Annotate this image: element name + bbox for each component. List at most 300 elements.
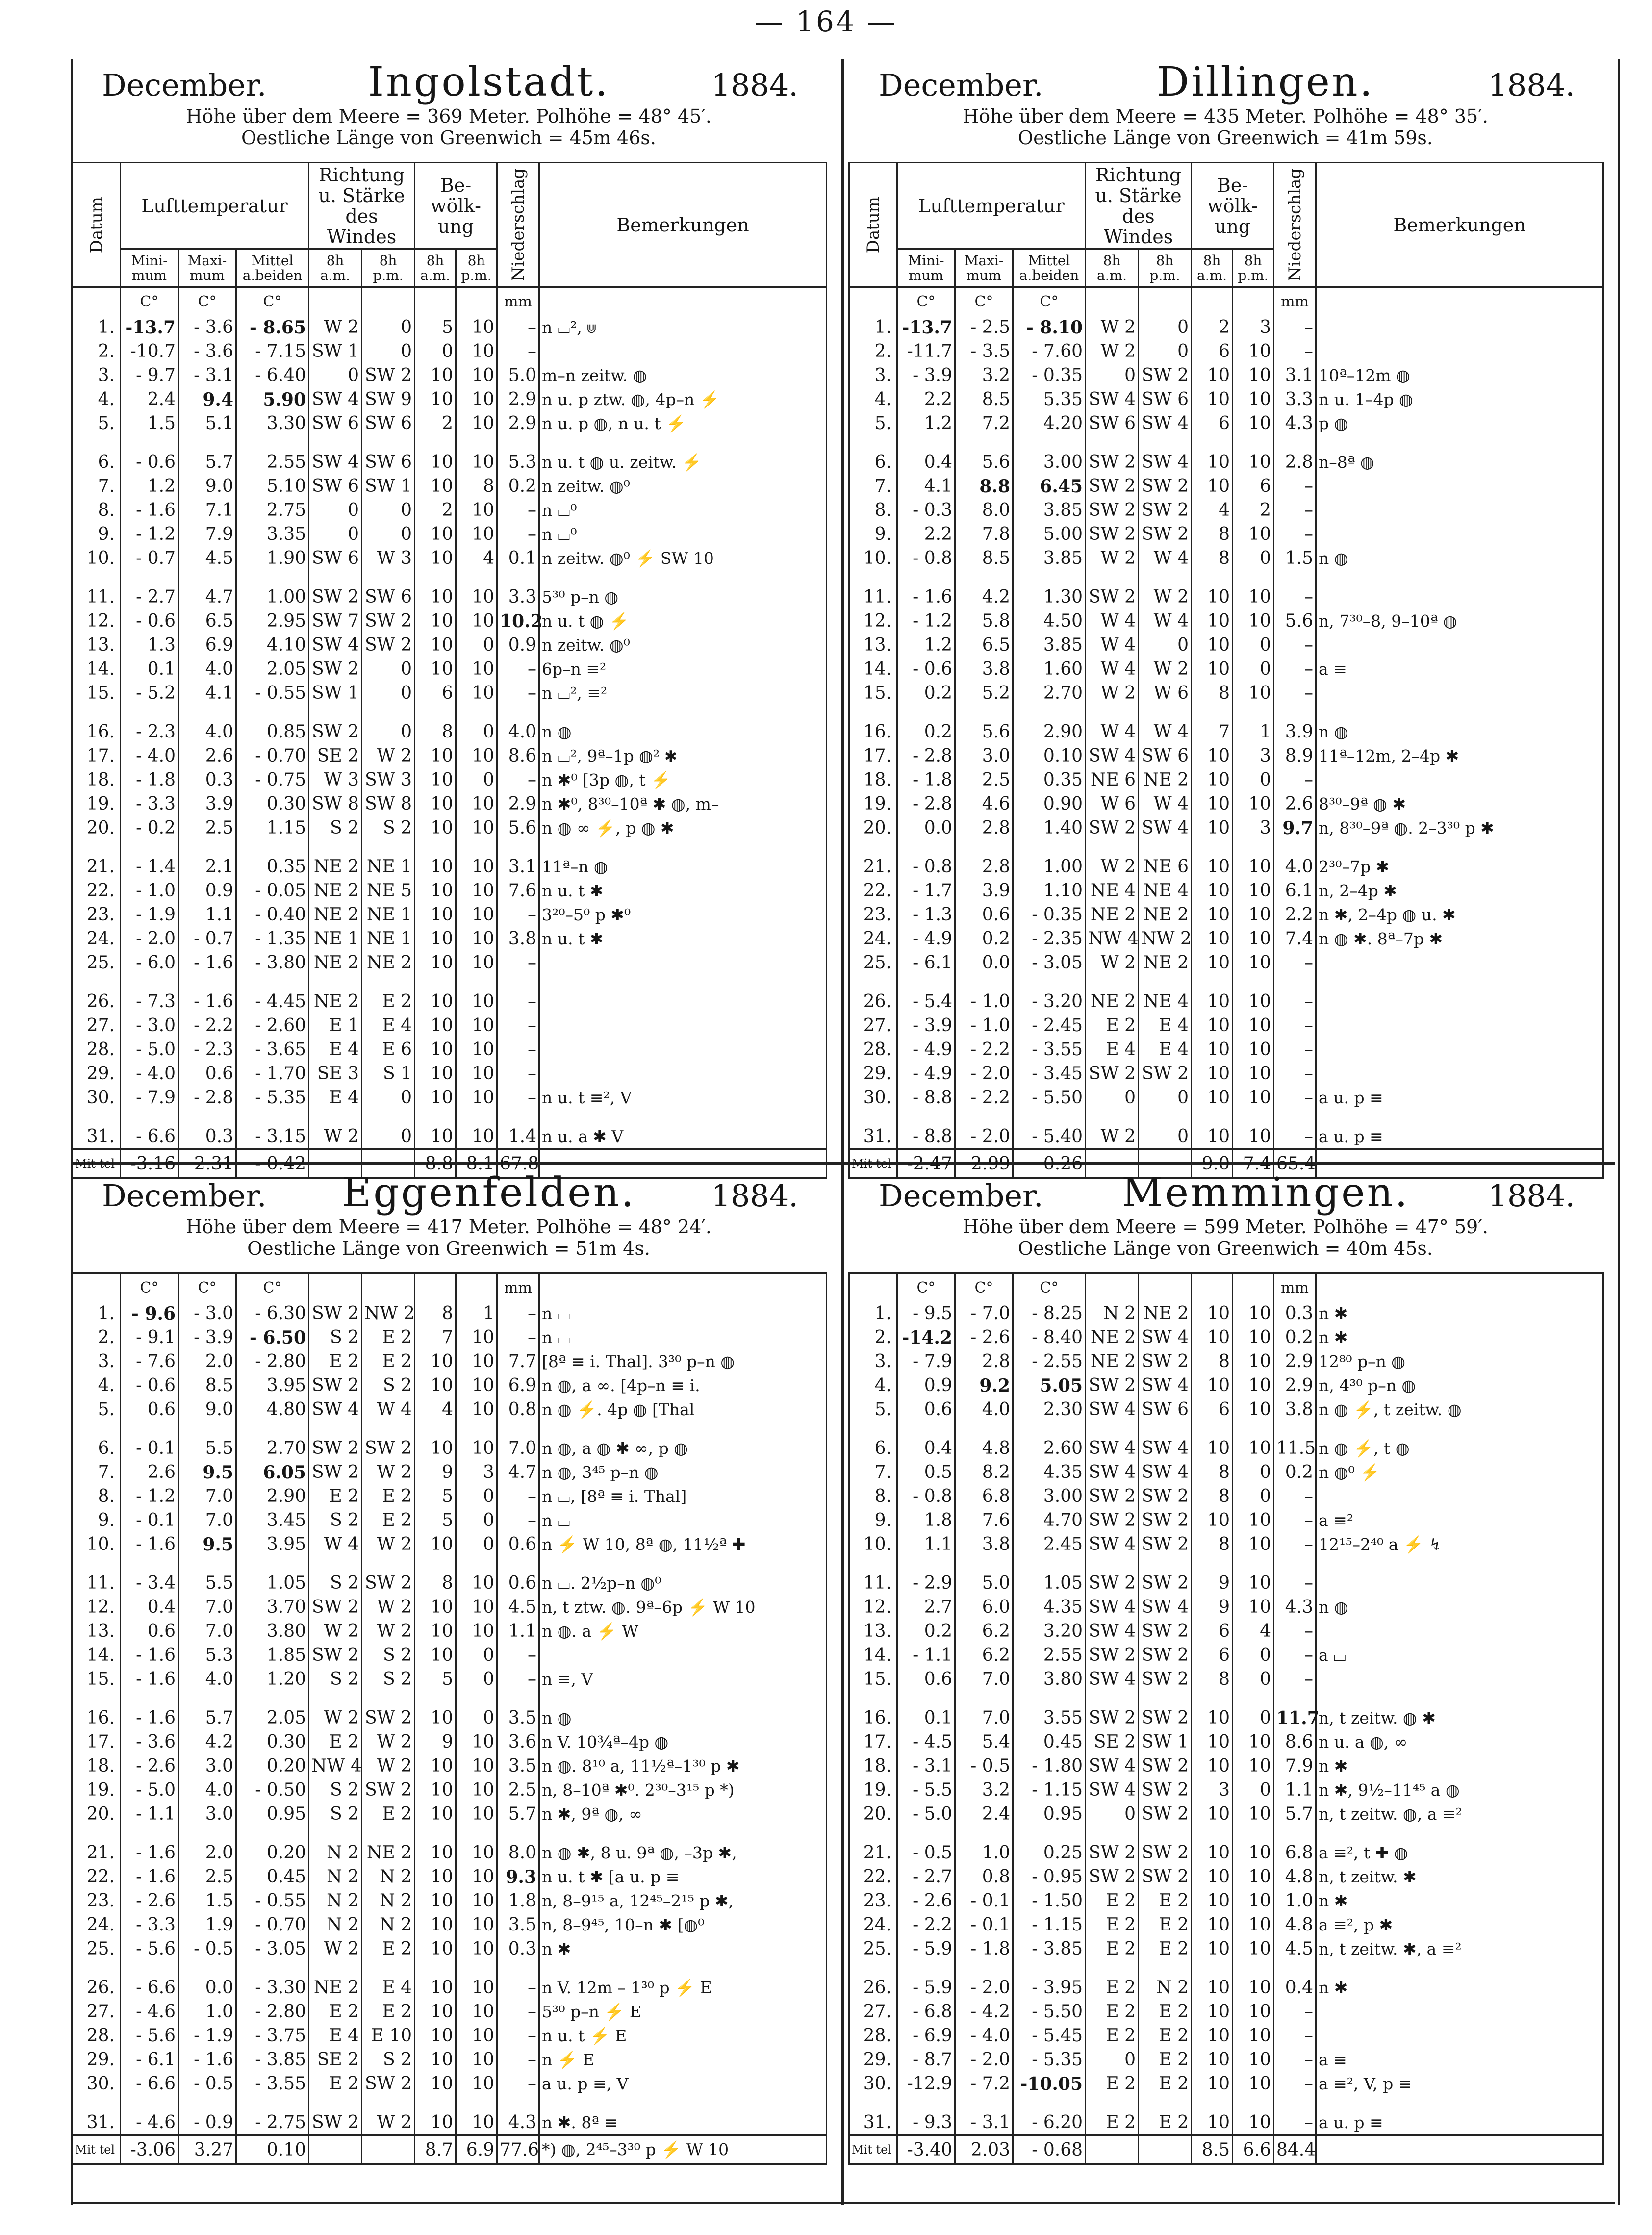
cell: 4.7 (178, 585, 236, 609)
cell: - 3.1 (897, 1754, 955, 1778)
cell: 0.2 (497, 474, 539, 498)
cell: 10 (1233, 855, 1274, 879)
cell: 8³⁰–9ª ◍ ✱ (1316, 792, 1603, 816)
cell: 10 (456, 339, 497, 363)
cell: NW 4 (309, 1754, 362, 1778)
cell: - 4.9 (897, 1062, 955, 1086)
cell: 2.6 (121, 1460, 178, 1484)
cell: 10 (456, 1778, 497, 1802)
cell: 10 (415, 879, 456, 903)
cell: 5. (849, 411, 897, 435)
cell: 10 (1233, 1038, 1274, 1062)
cell: SW 4 (1139, 816, 1192, 840)
cell: 15. (849, 1667, 897, 1691)
cell: SW 1 (309, 681, 362, 705)
cell: SW 2 (1139, 1619, 1192, 1643)
cell: 3.85 (1013, 633, 1086, 657)
table-row (73, 1086, 827, 1110)
cell: – (497, 903, 539, 927)
mean-cell: 65.4 (1274, 1149, 1316, 1178)
cell: 4 (1233, 1619, 1274, 1643)
cell: W 2 (1086, 855, 1139, 879)
cell: N 2 (309, 1841, 362, 1865)
cell: 2.9 (497, 411, 539, 435)
mean-cell: 2.03 (955, 2135, 1013, 2164)
table-row (849, 879, 1603, 903)
cell: 7.0 (178, 1508, 236, 1532)
cell: – (1274, 339, 1316, 363)
cell: - 3.9 (897, 1014, 955, 1038)
table-row (73, 363, 827, 387)
cell: - 3.3 (121, 792, 178, 816)
cell: 10 (415, 363, 456, 387)
cell: 3.9 (955, 879, 1013, 903)
cell: SW 2 (1086, 1706, 1139, 1730)
cell: N 2 (1086, 1301, 1139, 1325)
cell: – (1274, 681, 1316, 705)
cell: - 1.6 (178, 2048, 236, 2072)
cell: E 2 (1086, 2024, 1139, 2048)
cell: 2. (849, 1325, 897, 1349)
cell: 10. (73, 1532, 121, 1556)
table-row (849, 1062, 1603, 1086)
mean-cell: 2.31 (178, 1149, 236, 1178)
cell: 12¹⁵–2⁴⁰ a ⚡ ↯ (1316, 1532, 1603, 1556)
cell: SW 2 (1086, 450, 1139, 474)
cell: 10 (1233, 1325, 1274, 1349)
cell: 7.0 (955, 1706, 1013, 1730)
cell: E 2 (1086, 1913, 1139, 1937)
cell: 16. (849, 720, 897, 744)
cell: NE 1 (362, 903, 415, 927)
cell: 0 (362, 339, 415, 363)
cell: SW 2 (1086, 474, 1139, 498)
table-row (73, 1062, 827, 1086)
cell: SW 2 (1139, 363, 1192, 387)
cell: 3.70 (236, 1595, 309, 1619)
cell: 29. (73, 2048, 121, 2072)
cell: NE 4 (1139, 879, 1192, 903)
cell: - 2.8 (897, 792, 955, 816)
cell: 20. (849, 816, 897, 840)
cell: - 3.5 (955, 339, 1013, 363)
cell: W 2 (362, 1730, 415, 1754)
cell: NE 2 (1139, 903, 1192, 927)
cell: - 0.95 (1013, 1865, 1086, 1889)
cell: 10 (456, 1841, 497, 1865)
cell: 2.95 (236, 609, 309, 633)
cell: W 2 (362, 744, 415, 768)
cell: - 7.6 (121, 1349, 178, 1373)
table-row (849, 1841, 1603, 1865)
cell: 10 (415, 1754, 456, 1778)
cell: 0 (1233, 1643, 1274, 1667)
wind-pm-header: 8h p.m. (1139, 249, 1192, 287)
table-row (849, 474, 1603, 498)
cell: - 1.6 (178, 951, 236, 975)
cell: - 0.6 (897, 657, 955, 681)
cell: - 9.6 (121, 1301, 178, 1325)
cell: - 3.85 (236, 2048, 309, 2072)
cell: 10 (1233, 681, 1274, 705)
cell: -10.05 (1013, 2072, 1086, 2096)
cell: 10 (415, 951, 456, 975)
month-label: December. (879, 1178, 1043, 1214)
table-row (73, 498, 827, 522)
cell: – (1274, 522, 1316, 546)
table-row (73, 2048, 827, 2072)
cell: 8 (1192, 1349, 1233, 1373)
cell: 3.80 (236, 1619, 309, 1643)
cell: 2.1 (178, 855, 236, 879)
cell: 6. (73, 450, 121, 474)
cell: E 2 (309, 1730, 362, 1754)
cell: - 4.0 (121, 1062, 178, 1086)
cell: 5. (73, 1397, 121, 1422)
cell: N 2 (362, 1889, 415, 1913)
cell: 3.00 (1013, 1484, 1086, 1508)
cell: - 2.75 (236, 2110, 309, 2135)
table-row (73, 1532, 827, 1556)
table-row (73, 1571, 827, 1595)
cell: 10 (1192, 1014, 1233, 1038)
cell (539, 1038, 827, 1062)
cell: - 3.4 (121, 1571, 178, 1595)
cell: SW 6 (1139, 387, 1192, 411)
cell: - 4.45 (236, 990, 309, 1014)
cell: 4.0 (178, 1667, 236, 1691)
cell: W 2 (362, 1595, 415, 1619)
cell: - 1.50 (1013, 1889, 1086, 1913)
cell: SW 2 (1086, 1373, 1139, 1397)
cell: n ◍ ✱, 8 u. 9ª ◍, –3p ✱, (539, 1841, 827, 1865)
table-row (73, 1937, 827, 1961)
table-row (849, 339, 1603, 363)
cell: 7 (415, 1325, 456, 1349)
cell: 10 (415, 522, 456, 546)
cell: n ≡, V (539, 1667, 827, 1691)
cell: 5 (415, 1508, 456, 1532)
cell: - 3.80 (236, 951, 309, 975)
cell: 10 (456, 1976, 497, 2000)
cell: 10 (1233, 1913, 1274, 1937)
unit-row: C° C° C° mm (849, 287, 1603, 316)
cell: 4 (415, 1397, 456, 1422)
cell: N 2 (362, 1913, 415, 1937)
cell: 11ª–12m, 2–4p ✱ (1316, 744, 1603, 768)
cell: – (497, 1301, 539, 1325)
cell: E 4 (362, 1976, 415, 2000)
cell: 10 (415, 1706, 456, 1730)
cell: - 0.70 (236, 1913, 309, 1937)
cell: - 9.3 (897, 2110, 955, 2135)
unit-row: C° C° C° mm (73, 1273, 827, 1302)
cell: 10 (456, 1062, 497, 1086)
cell: 3.5 (497, 1913, 539, 1937)
cell: 10 (456, 879, 497, 903)
table-row (849, 2048, 1603, 2072)
cell (1316, 1571, 1603, 1595)
cell: SW 6 (309, 546, 362, 570)
table-row (849, 1014, 1603, 1038)
cell: 9. (849, 1508, 897, 1532)
cell: 10 (1233, 792, 1274, 816)
mean-cell: 3.27 (178, 2135, 236, 2164)
cell: 10 (415, 609, 456, 633)
cell: W 4 (1086, 633, 1139, 657)
cell: 10 (1233, 2048, 1274, 2072)
cell: 6 (1192, 1397, 1233, 1422)
cell: 3.30 (236, 411, 309, 435)
cell: – (1274, 1508, 1316, 1532)
cell: SW 6 (1139, 744, 1192, 768)
cell: 5.7 (178, 450, 236, 474)
table-row (849, 2000, 1603, 2024)
cell: 8. (849, 1484, 897, 1508)
cell (1316, 951, 1603, 975)
cell: S 2 (309, 1508, 362, 1532)
cell: 11ª–n ◍ (539, 855, 827, 879)
cell: - 1.70 (236, 1062, 309, 1086)
cell: - 0.5 (897, 1841, 955, 1865)
cell: 4.3 (497, 2110, 539, 2135)
cell: SW 2 (362, 1436, 415, 1460)
station-name: Dillingen. (1157, 59, 1374, 105)
month-label: December. (102, 67, 267, 103)
cell: n u. t ✱ (539, 879, 827, 903)
cell: – (497, 951, 539, 975)
cell: 4.0 (178, 720, 236, 744)
cell: 22. (73, 1865, 121, 1889)
cell: – (1274, 1667, 1316, 1691)
cell: 5.35 (1013, 387, 1086, 411)
cell: 10 (415, 1937, 456, 1961)
cell: 4.20 (1013, 411, 1086, 435)
cell: 2.5 (178, 1865, 236, 1889)
cell: 10 (415, 2024, 456, 2048)
year-label: 1884. (1488, 1178, 1575, 1214)
cell: - 2.3 (178, 1038, 236, 1062)
cell: - 5.0 (121, 1778, 178, 1802)
cell: 13. (849, 633, 897, 657)
cell: 4.0 (1274, 855, 1316, 879)
cell: NE 1 (362, 927, 415, 951)
table-row (73, 792, 827, 816)
cell: – (1274, 1014, 1316, 1038)
cell: SW 4 (1139, 450, 1192, 474)
cell: 18. (73, 768, 121, 792)
table-row (73, 1595, 827, 1619)
cell: n ⌴², 9ª–1p ◍² ✱ (539, 744, 827, 768)
cell: - 2.2 (178, 1014, 236, 1038)
cell: – (497, 2072, 539, 2096)
mean-cell: *) ◍, 2⁴⁵–3³⁰ p ⚡ W 10 (539, 2135, 827, 2164)
cell: 10 (1233, 1436, 1274, 1460)
cell: SW 4 (1139, 1325, 1192, 1349)
cell: - 0.7 (178, 927, 236, 951)
cell: - 6.1 (897, 951, 955, 975)
cell: 3.8 (955, 657, 1013, 681)
table-row (849, 1373, 1603, 1397)
cell: S 2 (362, 1373, 415, 1397)
cell: 0 (1233, 1667, 1274, 1691)
table-row (73, 990, 827, 1014)
bewoelkung-header: Be- wölk- ung (1192, 163, 1274, 249)
cell: SW 4 (1139, 1460, 1192, 1484)
cell: - 2.0 (955, 1124, 1013, 1149)
cell: - 0.8 (897, 546, 955, 570)
wind-am-header: 8h a.m. (1086, 249, 1139, 287)
cell: - 9.7 (121, 363, 178, 387)
cell: 1.20 (236, 1667, 309, 1691)
cell: 26. (849, 1976, 897, 2000)
cell: 0.4 (897, 1436, 955, 1460)
table-row (73, 903, 827, 927)
cell: n ◍. a ⚡ W (539, 1619, 827, 1643)
cell: 26. (73, 990, 121, 1014)
cell: 0 (456, 1484, 497, 1508)
cell: 10 (1233, 927, 1274, 951)
table-row (849, 744, 1603, 768)
cell: – (497, 2000, 539, 2024)
cell: 10 (1233, 951, 1274, 975)
cell: 27. (73, 2000, 121, 2024)
cell: 0 (1233, 1484, 1274, 1508)
cell: – (497, 1325, 539, 1349)
niederschlag-header: Niederschlag (1274, 163, 1316, 287)
cell: 10 (1233, 1062, 1274, 1086)
cell: -10.7 (121, 339, 178, 363)
cell: 10 (456, 2000, 497, 2024)
unit-row: C° C° C° mm (73, 287, 827, 316)
cell: 0 (1139, 315, 1192, 339)
cell: 0.85 (236, 720, 309, 744)
datum-header: Datum (849, 163, 897, 287)
cell: 1.30 (1013, 585, 1086, 609)
cell: - 1.8 (955, 1937, 1013, 1961)
cell: 10 (456, 498, 497, 522)
cell: SW 2 (362, 363, 415, 387)
elevation-line: Höhe über dem Meere = 435 Meter. Polhöhe = 48° 35′. (963, 105, 1488, 127)
station-ingolstadt (72, 59, 826, 1174)
cell: 10 (456, 522, 497, 546)
cell: 0.5 (897, 1460, 955, 1484)
cell: 19. (73, 792, 121, 816)
cell: 10 (1192, 609, 1233, 633)
cell: SW 4 (309, 1397, 362, 1422)
cell: 10 (1233, 1349, 1274, 1373)
cell: - 1.8 (121, 768, 178, 792)
cell: - 3.6 (121, 1730, 178, 1754)
cell: E 2 (309, 1484, 362, 1508)
cell: 23. (849, 1889, 897, 1913)
cell: 6. (73, 1436, 121, 1460)
cell: 10 (456, 1595, 497, 1619)
cell: 0 (1139, 1124, 1192, 1149)
cell: E 2 (1139, 1889, 1192, 1913)
cell: – (1274, 990, 1316, 1014)
cell: 0 (1086, 363, 1139, 387)
cell: – (497, 1643, 539, 1667)
table-row (849, 1976, 1603, 2000)
cell: - 4.2 (955, 2000, 1013, 2024)
cell: 10 (1233, 1086, 1274, 1110)
cell: N 2 (362, 1865, 415, 1889)
cell: -12.9 (897, 2072, 955, 2096)
table-row (73, 855, 827, 879)
table-row (849, 585, 1603, 609)
cell: SW 2 (309, 1460, 362, 1484)
table-row (849, 927, 1603, 951)
cell: 6.2 (955, 1643, 1013, 1667)
cell: n u. t ✱ (539, 927, 827, 951)
table-row (73, 720, 827, 744)
table-row (849, 657, 1603, 681)
cell: 7. (73, 474, 121, 498)
cell: - 4.6 (121, 2000, 178, 2024)
cell: E 2 (309, 2000, 362, 2024)
cell: 25. (849, 951, 897, 975)
cell: S 2 (309, 1571, 362, 1595)
cell: 6 (1233, 474, 1274, 498)
cell: 10 (1233, 1889, 1274, 1913)
cell: 7 (1192, 720, 1233, 744)
wind-header: Richtung u. Stärke des Windes (1086, 163, 1192, 249)
cell: a u. p ≡ (1316, 2110, 1603, 2135)
table-row (849, 720, 1603, 744)
station-name: Eggenfelden. (342, 1169, 636, 1216)
cell: 5.6 (955, 720, 1013, 744)
cell: - 4.0 (121, 744, 178, 768)
cell: 1.1 (897, 1532, 955, 1556)
table-row (73, 1397, 827, 1422)
cell: n, t zeitw. ◍, a ≡² (1316, 1802, 1603, 1826)
month-label: December. (102, 1178, 267, 1214)
cell: n ✱ (539, 1937, 827, 1961)
table-row (849, 1436, 1603, 1460)
cell: 10 (456, 1937, 497, 1961)
cell: 5 (415, 1484, 456, 1508)
cell: n u. t ◍ ⚡ (539, 609, 827, 633)
cell (1316, 2024, 1603, 2048)
cell: 10 (1192, 927, 1233, 951)
cell: SW 2 (309, 657, 362, 681)
cell: 11. (849, 585, 897, 609)
cell: 9.5 (178, 1460, 236, 1484)
cell: - 5.50 (1013, 1086, 1086, 1110)
table-row (73, 1730, 827, 1754)
cell: n u. a ✱ V (539, 1124, 827, 1149)
table-row (849, 768, 1603, 792)
cell: - 2.45 (1013, 1014, 1086, 1038)
cell: n ✱ (1316, 1976, 1603, 2000)
cell: 0.2 (897, 1619, 955, 1643)
cell: SW 4 (1086, 1619, 1139, 1643)
cell: 5.3 (497, 450, 539, 474)
cell: NW 2 (1139, 927, 1192, 951)
cell: NE 6 (1139, 855, 1192, 879)
cell: - 2.2 (955, 1086, 1013, 1110)
cell: 12. (849, 609, 897, 633)
cell: n u. p ◍, n u. t ⚡ (539, 411, 827, 435)
cell: 10 (415, 1349, 456, 1373)
cell: - 4.6 (121, 2110, 178, 2135)
cell: SW 8 (362, 792, 415, 816)
cell: n ⌴ (539, 1301, 827, 1325)
cell: 0.1 (897, 1706, 955, 1730)
cell: SW 4 (309, 633, 362, 657)
cell: 1.1 (1274, 1778, 1316, 1802)
